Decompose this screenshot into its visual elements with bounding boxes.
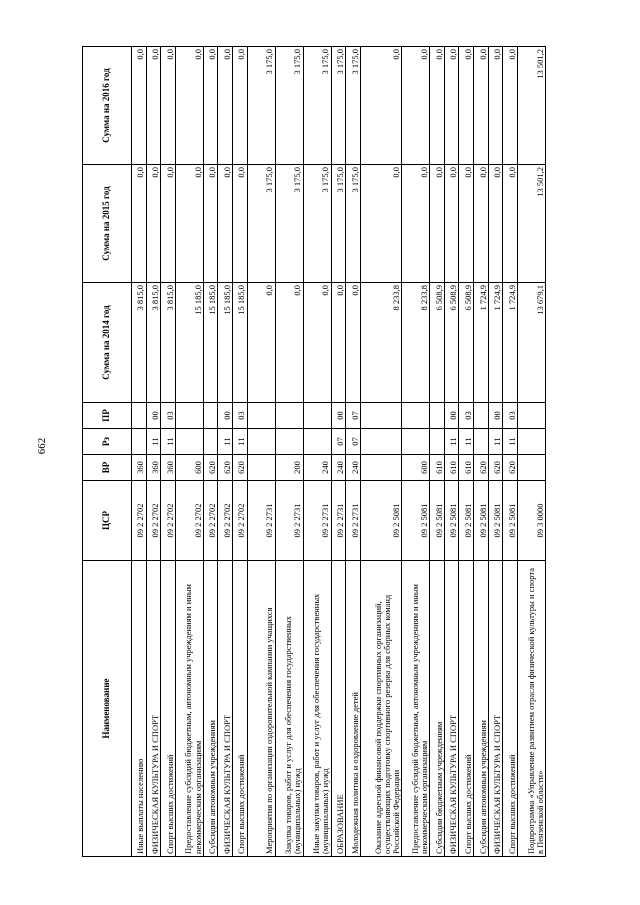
row-name: Спорт высших достижений — [459, 561, 474, 857]
row-sum-2014: 1 724,9 — [474, 283, 489, 403]
row-vr: 610 — [459, 455, 474, 481]
row-sum-2016: 0,0 — [146, 47, 161, 165]
row-rz — [360, 429, 401, 455]
row-name: Спорт высших достижений — [233, 561, 248, 857]
row-sum-2014: 0,0 — [247, 283, 275, 403]
row-sum-2015: 0,0 — [175, 165, 203, 283]
row-sum-2015: 0,0 — [360, 165, 401, 283]
table-body — [132, 47, 546, 857]
row-rz: 11 — [218, 429, 233, 455]
header-rz: Рз — [83, 429, 132, 455]
row-sum-2014: 0,0 — [303, 283, 331, 403]
row-sum-2015: 3 175,0 — [275, 165, 303, 283]
row-sum-2016: 0,0 — [402, 47, 430, 165]
row-rz: 11 — [233, 429, 248, 455]
row-sum-2015: 0,0 — [146, 165, 161, 283]
row-rz — [430, 429, 445, 455]
row-sum-2016: 0,0 — [444, 47, 459, 165]
table-row — [331, 47, 346, 857]
row-csr: 09 2 5081 — [503, 481, 518, 561]
table-row — [517, 47, 545, 857]
row-pr — [175, 403, 203, 429]
row-sum-2015: 0,0 — [132, 165, 147, 283]
table-row — [488, 47, 503, 857]
row-sum-2015: 0,0 — [430, 165, 445, 283]
table-row — [474, 47, 489, 857]
row-vr: 360 — [146, 455, 161, 481]
table-row — [444, 47, 459, 857]
row-sum-2014: 15 185,0 — [218, 283, 233, 403]
row-sum-2014: 6 508,9 — [430, 283, 445, 403]
table-row — [161, 47, 176, 857]
row-sum-2015: 0,0 — [402, 165, 430, 283]
row-sum-2015: 0,0 — [474, 165, 489, 283]
row-csr: 09 2 2731 — [247, 481, 275, 561]
row-sum-2014: 3 815,0 — [161, 283, 176, 403]
row-name: Мероприятия по организации оздоровительной кампании учащихся — [247, 561, 275, 857]
row-name: Иные закупки товаров, работ и услуг для обеспечения государственных (муниципальных) нужд — [303, 561, 331, 857]
row-rz — [132, 429, 147, 455]
row-rz: 11 — [488, 429, 503, 455]
row-sum-2015: 0,0 — [444, 165, 459, 283]
row-vr: 610 — [444, 455, 459, 481]
row-vr — [247, 455, 275, 481]
table-row — [275, 47, 303, 857]
row-sum-2016: 13 501,2 — [517, 47, 545, 165]
row-name: Иные выплаты населению — [132, 561, 147, 857]
row-vr: 600 — [402, 455, 430, 481]
row-pr — [517, 403, 545, 429]
row-sum-2016: 3 175,0 — [346, 47, 361, 165]
row-csr: 09 2 2731 — [275, 481, 303, 561]
row-name: Субсидии автономным учреждениям — [474, 561, 489, 857]
header-vr: ВР — [83, 455, 132, 481]
row-rz: 11 — [146, 429, 161, 455]
row-sum-2016: 3 175,0 — [303, 47, 331, 165]
header-csr: ЦСР — [83, 481, 132, 561]
row-pr: 00 — [331, 403, 346, 429]
row-sum-2014: 3 815,0 — [146, 283, 161, 403]
row-pr — [132, 403, 147, 429]
row-pr: 00 — [218, 403, 233, 429]
row-csr: 09 2 2702 — [233, 481, 248, 561]
row-sum-2014: 13 679,1 — [517, 283, 545, 403]
row-name: Закупка товаров, работ и услуг для обеспечения государственных (муниципальных) нужд — [275, 561, 303, 857]
row-vr: 360 — [161, 455, 176, 481]
row-pr: 07 — [346, 403, 361, 429]
row-rz: 07 — [346, 429, 361, 455]
row-name: ФИЗИЧЕСКАЯ КУЛЬТУРА И СПОРТ — [444, 561, 459, 857]
row-pr — [430, 403, 445, 429]
row-csr: 09 2 5081 — [430, 481, 445, 561]
row-sum-2014: 3 815,0 — [132, 283, 147, 403]
row-vr: 620 — [233, 455, 248, 481]
row-rz — [175, 429, 203, 455]
rotated-table-container — [82, 47, 546, 857]
row-vr — [517, 455, 545, 481]
row-vr: 360 — [132, 455, 147, 481]
row-pr — [303, 403, 331, 429]
table-row — [346, 47, 361, 857]
row-vr: 240 — [346, 455, 361, 481]
row-name: Молодежная политика и оздоровление детей — [346, 561, 361, 857]
row-sum-2015: 0,0 — [459, 165, 474, 283]
row-sum-2014: 0,0 — [275, 283, 303, 403]
row-rz: 11 — [503, 429, 518, 455]
row-name: ФИЗИЧЕСКАЯ КУЛЬТУРА И СПОРТ — [488, 561, 503, 857]
row-name: ФИЗИЧЕСКАЯ КУЛЬТУРА И СПОРТ — [218, 561, 233, 857]
row-sum-2016: 0,0 — [132, 47, 147, 165]
row-sum-2014: 6 508,9 — [459, 283, 474, 403]
table-row — [146, 47, 161, 857]
row-csr: 09 2 5081 — [444, 481, 459, 561]
row-sum-2016: 0,0 — [474, 47, 489, 165]
row-pr — [203, 403, 218, 429]
row-name: Оказание адресной финансовой поддержки спортивных организаций, осуществляющих подготовку спортивного резерва для сборных команд Российской Федерации — [360, 561, 401, 857]
row-vr: 620 — [474, 455, 489, 481]
row-sum-2014: 15 185,0 — [175, 283, 203, 403]
row-sum-2016: 0,0 — [430, 47, 445, 165]
row-sum-2014: 6 508,9 — [444, 283, 459, 403]
row-csr: 09 2 2702 — [203, 481, 218, 561]
row-rz — [247, 429, 275, 455]
row-sum-2015: 13 501,2 — [517, 165, 545, 283]
row-pr — [402, 403, 430, 429]
row-rz: 07 — [331, 429, 346, 455]
row-sum-2014: 1 724,9 — [503, 283, 518, 403]
row-sum-2014: 15 185,0 — [203, 283, 218, 403]
row-sum-2016: 3 175,0 — [247, 47, 275, 165]
table-row — [218, 47, 233, 857]
row-sum-2016: 3 175,0 — [275, 47, 303, 165]
row-sum-2014: 0,0 — [331, 283, 346, 403]
row-csr: 09 2 2702 — [161, 481, 176, 561]
row-name: Предоставление субсидий бюджетным, автономным учреждениям и иным некоммерческим организациям — [175, 561, 203, 857]
row-vr: 600 — [175, 455, 203, 481]
row-sum-2016: 0,0 — [175, 47, 203, 165]
row-rz — [303, 429, 331, 455]
row-rz: 11 — [161, 429, 176, 455]
header-pr: ПР — [83, 403, 132, 429]
table-row — [402, 47, 430, 857]
header-sum-2015: Сумма на 2015 год — [83, 165, 132, 283]
row-vr: 200 — [275, 455, 303, 481]
table-header-row — [83, 47, 132, 857]
row-csr: 09 2 5081 — [488, 481, 503, 561]
row-sum-2016: 0,0 — [503, 47, 518, 165]
row-csr: 09 2 2731 — [346, 481, 361, 561]
row-pr — [360, 403, 401, 429]
row-sum-2014: 0,0 — [346, 283, 361, 403]
row-vr: 620 — [218, 455, 233, 481]
row-sum-2015: 0,0 — [503, 165, 518, 283]
row-vr: 620 — [488, 455, 503, 481]
row-sum-2015: 3 175,0 — [346, 165, 361, 283]
row-pr: 03 — [161, 403, 176, 429]
row-sum-2016: 0,0 — [203, 47, 218, 165]
row-rz — [203, 429, 218, 455]
table-row — [360, 47, 401, 857]
row-csr: 09 2 2702 — [132, 481, 147, 561]
row-vr: 620 — [503, 455, 518, 481]
row-vr: 240 — [331, 455, 346, 481]
row-csr: 09 2 5081 — [360, 481, 401, 561]
row-pr: 00 — [146, 403, 161, 429]
row-csr: 09 3 0000 — [517, 481, 545, 561]
table-row — [503, 47, 518, 857]
table-row — [247, 47, 275, 857]
row-sum-2014: 8 233,8 — [402, 283, 430, 403]
row-rz — [275, 429, 303, 455]
table-row — [303, 47, 331, 857]
row-name: Субсидии бюджетным учреждениям — [430, 561, 445, 857]
row-name: Спорт высших достижений — [503, 561, 518, 857]
row-sum-2016: 3 175,0 — [331, 47, 346, 165]
page-number: 662 — [36, 437, 48, 455]
row-csr: 09 2 2702 — [175, 481, 203, 561]
row-sum-2016: 0,0 — [459, 47, 474, 165]
row-sum-2014: 8 233,8 — [360, 283, 401, 403]
row-rz: 11 — [444, 429, 459, 455]
header-sum-2016: Сумма на 2016 год — [83, 47, 132, 165]
row-pr: 00 — [488, 403, 503, 429]
row-csr: 09 2 2731 — [303, 481, 331, 561]
row-vr — [360, 455, 401, 481]
row-rz: 11 — [459, 429, 474, 455]
budget-table — [82, 46, 546, 857]
row-sum-2014: 15 185,0 — [233, 283, 248, 403]
row-name: Подпрограмма «Управление развитием отрасли физической культуры и спорта в Пензенской области» — [517, 561, 545, 857]
row-sum-2015: 3 175,0 — [247, 165, 275, 283]
row-pr — [474, 403, 489, 429]
row-sum-2015: 0,0 — [203, 165, 218, 283]
row-pr: 03 — [459, 403, 474, 429]
row-pr — [247, 403, 275, 429]
row-name: ФИЗИЧЕСКАЯ КУЛЬТУРА И СПОРТ — [146, 561, 161, 857]
row-sum-2016: 0,0 — [488, 47, 503, 165]
header-name: Наименование — [83, 561, 132, 857]
row-csr: 09 2 2702 — [146, 481, 161, 561]
row-name: Субсидии автономным учреждениям — [203, 561, 218, 857]
row-csr: 09 2 5081 — [474, 481, 489, 561]
row-pr: 00 — [444, 403, 459, 429]
row-pr: 03 — [503, 403, 518, 429]
row-sum-2016: 0,0 — [233, 47, 248, 165]
table-row — [203, 47, 218, 857]
row-name: Спорт высших достижений — [161, 561, 176, 857]
row-rz — [402, 429, 430, 455]
row-csr: 09 2 5081 — [402, 481, 430, 561]
row-vr: 240 — [303, 455, 331, 481]
table-row — [459, 47, 474, 857]
row-vr: 610 — [430, 455, 445, 481]
row-sum-2016: 0,0 — [218, 47, 233, 165]
row-rz — [474, 429, 489, 455]
row-rz — [517, 429, 545, 455]
row-csr: 09 2 2702 — [218, 481, 233, 561]
row-sum-2015: 0,0 — [218, 165, 233, 283]
row-sum-2015: 3 175,0 — [303, 165, 331, 283]
row-sum-2016: 0,0 — [161, 47, 176, 165]
row-sum-2015: 0,0 — [233, 165, 248, 283]
row-sum-2015: 0,0 — [161, 165, 176, 283]
row-sum-2015: 3 175,0 — [331, 165, 346, 283]
row-sum-2016: 0,0 — [360, 47, 401, 165]
row-pr: 03 — [233, 403, 248, 429]
row-sum-2014: 1 724,9 — [488, 283, 503, 403]
row-sum-2015: 0,0 — [488, 165, 503, 283]
table-row — [233, 47, 248, 857]
row-name: ОБРАЗОВАНИЕ — [331, 561, 346, 857]
table-row — [430, 47, 445, 857]
row-csr: 09 2 5081 — [459, 481, 474, 561]
row-name: Предоставление субсидий бюджетным, автономным учреждениям и иным некоммерческим организациям — [402, 561, 430, 857]
header-sum-2014: Сумма на 2014 год — [83, 283, 132, 403]
row-csr: 09 2 2731 — [331, 481, 346, 561]
row-pr — [275, 403, 303, 429]
table-row — [132, 47, 147, 857]
table-row — [175, 47, 203, 857]
row-vr: 620 — [203, 455, 218, 481]
